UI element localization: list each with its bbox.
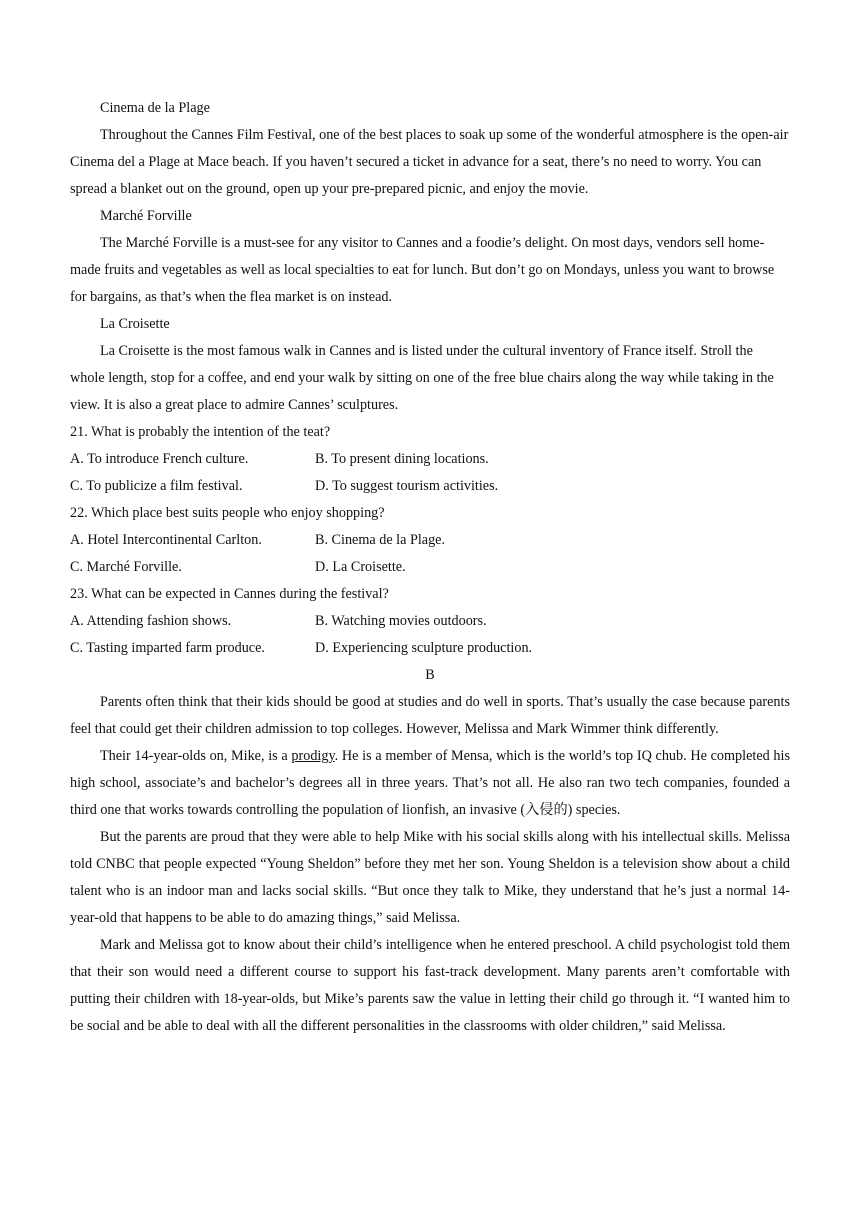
paragraph-2-before: Their 14-year-olds on, Mike, is a [100,748,292,764]
question-21-option-c: C. To publicize a film festival. [70,478,243,494]
question-23-option-a: A. Attending fashion shows. [70,613,232,629]
paragraph-2-after: . He is a member of Mensa, which is the world’s top IQ chub. He completed his high school, associate’s and bachelor’s degrees all in three years. That’s not all. He also ran two tech companies, founded a third one that works towards controlling the population of lionfish, an invasive (入侵的) species. [70,748,790,818]
question-22-option-b: B. Cinema de la Plage. [315,532,446,548]
section-b-paragraph-2 [70,743,790,824]
question-22-options-row-2 [70,554,790,581]
question-23-option-d: D. Experiencing sculpture production. [315,640,533,656]
section-b-paragraph-3: But the parents are proud that they were able to help Mike with his social skills along with his intellectual skills. Melissa told CNBC that people expected “Young Sheldon” before they met her son. Young Sheldon is a television show about a child talent who is an indoor man and lacks social skills. “But once they talk to Mike, they understand that he’s just a normal 14-year-old that happens to be able to do amazing things,” said Melissa. [70,829,790,926]
section-b-paragraph-4: Mark and Melissa got to know about their child’s intelligence when he entered preschool. A child psychologist told them that their son would need a different course to support his fast-track development. Many parents aren’t comfortable with putting their children with 18-year-olds, but Mike’s parents saw the value in letting their child go through it. “I wanted him to be social and be able to deal with all the different personalities in the classrooms with older children,” said Melissa. [70,937,790,1034]
question-22-option-d: D. La Croisette. [315,559,406,575]
document-content [70,95,790,1040]
question-22-stem: 22. Which place best suits people who enjoy shopping? [70,505,385,521]
question-22-option-a: A. Hotel Intercontinental Carlton. [70,532,262,548]
section-b-label: B [425,667,435,683]
question-21-option-b: B. To present dining locations. [315,451,489,467]
underlined-word-prodigy: prodigy [291,748,335,764]
croisette-paragraph: La Croisette is the most famous walk in Cannes and is listed under the cultural inventory of France itself. Stroll the whole length, stop for a coffee, and end your walk by sitting on one of the free blue chairs along the way while taking in the view. It is also a great place to admire Cannes’ sculptures. [70,343,774,413]
cinema-paragraph: Throughout the Cannes Film Festival, one of the best places to soak up some of the wonderful atmosphere is the open-air Cinema del a Plage at Mace beach. If you haven’t secured a ticket in advance for a seat, there’s no need to worry. You can spread a blanket out on the ground, open up your pre-prepared picnic, and enjoy the movie. [70,127,789,197]
question-23-stem: 23. What can be expected in Cannes during the festival? [70,586,389,602]
question-23-option-b: B. Watching movies outdoors. [315,613,487,629]
question-23-options-row-1 [70,608,790,635]
question-23-option-c: C. Tasting imparted farm produce. [70,640,265,656]
question-21-options-row-2 [70,473,790,500]
question-21-option-d: D. To suggest tourism activities. [315,478,499,494]
question-21-option-a: A. To introduce French culture. [70,451,249,467]
croisette-heading: La Croisette [100,316,170,332]
question-23-options-row-2 [70,635,790,662]
question-21-stem: 21. What is probably the intention of the teat? [70,424,331,440]
section-b-paragraph-1: Parents often think that their kids should be good at studies and do well in sports. That’s usually the case because parents feel that could get their children admission to top colleges. However, Melissa and Mark Wimmer think differently. [70,694,790,737]
marche-paragraph: The Marché Forville is a must-see for any visitor to Cannes and a foodie’s delight. On most days, vendors sell home-made fruits and vegetables as well as local specialties to eat for lunch. But don’t go on Mondays, unless you want to browse for bargains, as that’s when the flea market is on instead. [70,235,775,305]
question-21-options-row-1 [70,446,790,473]
question-22-option-c: C. Marché Forville. [70,559,182,575]
question-22-options-row-1 [70,527,790,554]
marche-heading: Marché Forville [100,208,192,224]
cinema-heading: Cinema de la Plage [100,100,210,116]
